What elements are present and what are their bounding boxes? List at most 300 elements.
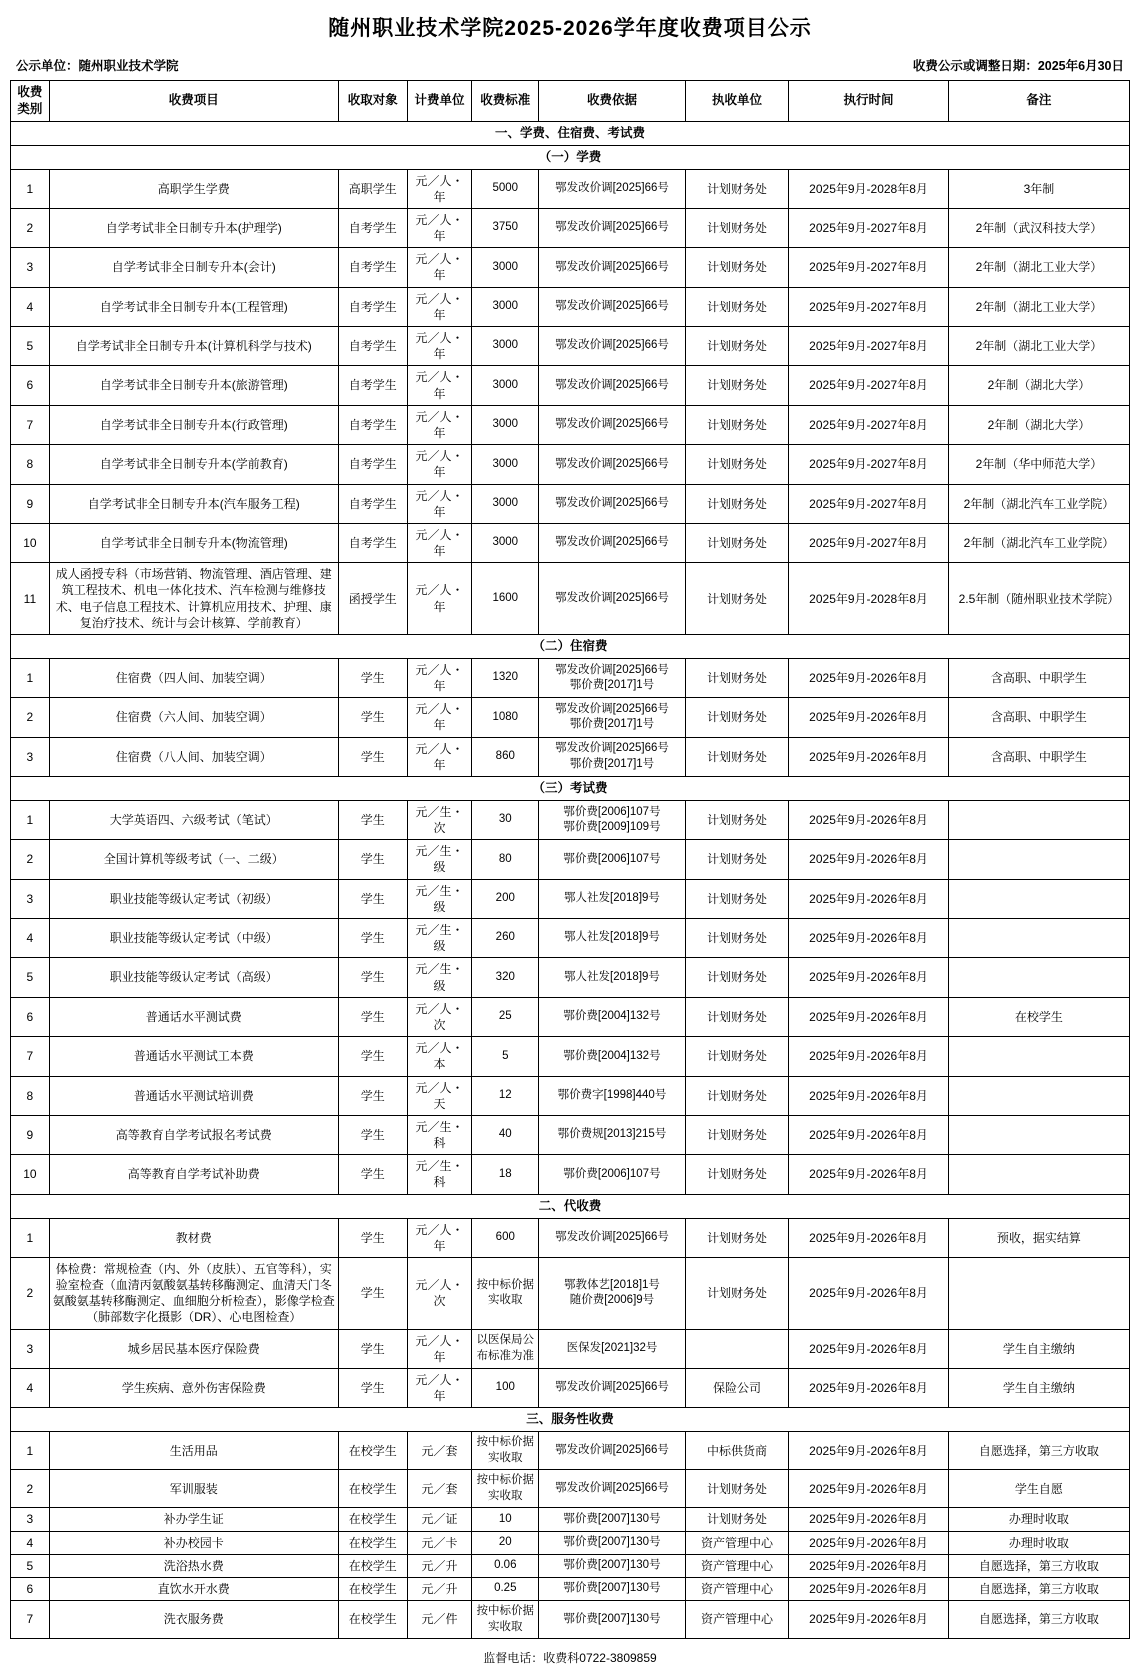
- cell-3: 元／人・本: [407, 1037, 472, 1076]
- cell-5: 鄂价费[2006]107号: [539, 1155, 686, 1194]
- cell-6: 资产管理中心: [685, 1577, 788, 1600]
- table-row: [11, 698, 1130, 737]
- cell-8: 学生自主缴纳: [948, 1329, 1129, 1368]
- cell-6: 计划财务处: [685, 366, 788, 405]
- cell-3: 元／生・科: [407, 1115, 472, 1154]
- cell-0: 4: [11, 287, 50, 326]
- cell-3: 元／件: [407, 1601, 472, 1639]
- section-title: （一）学费: [11, 145, 1130, 169]
- cell-6: 计划财务处: [685, 523, 788, 562]
- cell-item-name: 自学考试非全日制专升本(汽车服务工程): [49, 484, 338, 523]
- cell-item-name: 高等教育自学考试报名考试费: [49, 1115, 338, 1154]
- table-row: [11, 1369, 1130, 1408]
- cell-8: 2.5年制（随州职业技术学院）: [948, 563, 1129, 635]
- cell-8: [948, 1076, 1129, 1115]
- cell-5: 鄂发改价调[2025]66号: [539, 445, 686, 484]
- cell-5: 鄂人社发[2018]9号: [539, 919, 686, 958]
- cell-6: 计划财务处: [685, 840, 788, 879]
- cell-5: 鄂价费[2007]130号: [539, 1531, 686, 1554]
- cell-8: [948, 1257, 1129, 1329]
- table-row: [11, 1037, 1130, 1076]
- table-row: [11, 1531, 1130, 1554]
- cell-5: 鄂发改价调[2025]66号: [539, 484, 686, 523]
- cell-3: 元／人・年: [407, 1218, 472, 1257]
- cell-item-name: 自学考试非全日制专升本(行政管理): [49, 405, 338, 444]
- cell-item-name: 城乡居民基本医疗保险费: [49, 1329, 338, 1368]
- cell-7: 2025年9月-2026年8月: [789, 1115, 949, 1154]
- cell-2: 学生: [338, 919, 407, 958]
- cell-item-name: 住宿费（八人间、加装空调）: [49, 737, 338, 776]
- cell-6: 计划财务处: [685, 919, 788, 958]
- cell-3: 元／证: [407, 1508, 472, 1531]
- cell-6: 计划财务处: [685, 445, 788, 484]
- table-header-row: [11, 81, 1130, 122]
- cell-3: 元／升: [407, 1577, 472, 1600]
- cell-8: 2年制（湖北大学）: [948, 366, 1129, 405]
- cell-2: 自考学生: [338, 484, 407, 523]
- cell-3: 元／生・科: [407, 1155, 472, 1194]
- cell-7: 2025年9月-2026年8月: [789, 1037, 949, 1076]
- cell-2: 自考学生: [338, 248, 407, 287]
- cell-2: 高职学生: [338, 169, 407, 208]
- cell-7: 2025年9月-2026年8月: [789, 1531, 949, 1554]
- cell-8: 自愿选择，第三方收取: [948, 1601, 1129, 1639]
- cell-0: 4: [11, 919, 50, 958]
- cell-item-name: 军训服装: [49, 1470, 338, 1508]
- cell-3: 元／人・年: [407, 563, 472, 635]
- cell-5: 鄂价费[2007]130号: [539, 1508, 686, 1531]
- table-row: [11, 1554, 1130, 1577]
- cell-5: 鄂人社发[2018]9号: [539, 879, 686, 918]
- cell-8: 2年制（湖北工业大学）: [948, 327, 1129, 366]
- cell-5: 鄂发改价调[2025]66号: [539, 327, 686, 366]
- cell-5: 鄂发改价调[2025]66号: [539, 366, 686, 405]
- cell-0: 3: [11, 1508, 50, 1531]
- cell-item-name: 自学考试非全日制专升本(会计): [49, 248, 338, 287]
- column-header-0: 收费类别: [11, 81, 50, 122]
- table-row: [11, 840, 1130, 879]
- cell-4: 3000: [472, 405, 539, 444]
- cell-7: 2025年9月-2026年8月: [789, 1369, 949, 1408]
- section-header-row: [11, 1194, 1130, 1218]
- cell-6: 计划财务处: [685, 737, 788, 776]
- cell-item-name: 住宿费（六人间、加装空调）: [49, 698, 338, 737]
- cell-2: 学生: [338, 1115, 407, 1154]
- column-header-3: 计费单位: [407, 81, 472, 122]
- cell-6: 计划财务处: [685, 1115, 788, 1154]
- cell-7: 2025年9月-2026年8月: [789, 737, 949, 776]
- table-row: [11, 523, 1130, 562]
- table-row: [11, 958, 1130, 997]
- cell-7: 2025年9月-2026年8月: [789, 658, 949, 697]
- cell-2: 自考学生: [338, 366, 407, 405]
- cell-4: 3000: [472, 287, 539, 326]
- subsection-header-row: [11, 635, 1130, 659]
- cell-5: 鄂价费[2007]130号: [539, 1601, 686, 1639]
- table-body: [11, 121, 1130, 1638]
- cell-2: 自考学生: [338, 327, 407, 366]
- table-row: [11, 1155, 1130, 1194]
- cell-4: 25: [472, 997, 539, 1036]
- cell-item-name: 自学考试非全日制专升本(工程管理): [49, 287, 338, 326]
- cell-5: 鄂价费规[2013]215号: [539, 1115, 686, 1154]
- cell-5: 鄂价费字[1998]440号: [539, 1076, 686, 1115]
- cell-5: 鄂发改价调[2025]66号: [539, 523, 686, 562]
- cell-4: 200: [472, 879, 539, 918]
- cell-0: 1: [11, 800, 50, 839]
- cell-7: 2025年9月-2026年8月: [789, 1076, 949, 1115]
- cell-4: 1080: [472, 698, 539, 737]
- cell-2: 学生: [338, 1218, 407, 1257]
- cell-3: 元／升: [407, 1554, 472, 1577]
- cell-5: 鄂发改价调[2025]66号: [539, 248, 686, 287]
- cell-0: 1: [11, 658, 50, 697]
- cell-item-name: 补办校园卡: [49, 1531, 338, 1554]
- table-row: [11, 563, 1130, 635]
- cell-0: 3: [11, 248, 50, 287]
- cell-0: 11: [11, 563, 50, 635]
- cell-2: 自考学生: [338, 287, 407, 326]
- cell-0: 10: [11, 523, 50, 562]
- cell-7: 2025年9月-2027年8月: [789, 248, 949, 287]
- column-header-8: 备注: [948, 81, 1129, 122]
- cell-item-name: 自学考试非全日制专升本(护理学): [49, 208, 338, 247]
- cell-5: 鄂发改价调[2025]66号 鄂价费[2017]1号: [539, 737, 686, 776]
- table-row: [11, 997, 1130, 1036]
- cell-3: 元／生・级: [407, 840, 472, 879]
- cell-8: 预收，据实结算: [948, 1218, 1129, 1257]
- cell-7: 2025年9月-2026年8月: [789, 1554, 949, 1577]
- cell-8: 学生自主缴纳: [948, 1369, 1129, 1408]
- cell-2: 函授学生: [338, 563, 407, 635]
- cell-8: [948, 1115, 1129, 1154]
- cell-2: 在校学生: [338, 1554, 407, 1577]
- table-row: [11, 800, 1130, 839]
- cell-2: 自考学生: [338, 208, 407, 247]
- cell-4: 按中标价据实收取: [472, 1432, 539, 1470]
- cell-item-name: 洗衣服务费: [49, 1601, 338, 1639]
- column-header-1: 收费项目: [49, 81, 338, 122]
- cell-5: 鄂发改价调[2025]66号 鄂价费[2017]1号: [539, 698, 686, 737]
- cell-3: 元／人・年: [407, 169, 472, 208]
- cell-0: 6: [11, 997, 50, 1036]
- publisher-label: 公示单位：随州职业技术学院: [16, 59, 179, 73]
- cell-8: 自愿选择，第三方收取: [948, 1577, 1129, 1600]
- cell-4: 0.25: [472, 1577, 539, 1600]
- table-row: [11, 327, 1130, 366]
- cell-8: 2年制（湖北工业大学）: [948, 248, 1129, 287]
- cell-6: 计划财务处: [685, 658, 788, 697]
- table-row: [11, 658, 1130, 697]
- publish-date-label: 收费公示或调整日期：2025年6月30日: [912, 59, 1124, 73]
- cell-3: 元／人・天: [407, 1076, 472, 1115]
- cell-0: 7: [11, 1601, 50, 1639]
- cell-4: 40: [472, 1115, 539, 1154]
- cell-0: 2: [11, 208, 50, 247]
- cell-item-name: 学生疾病、意外伤害保险费: [49, 1369, 338, 1408]
- table-row: [11, 737, 1130, 776]
- cell-0: 8: [11, 1076, 50, 1115]
- cell-4: 按中标价据实收取: [472, 1257, 539, 1329]
- cell-8: [948, 879, 1129, 918]
- cell-5: 鄂教体艺[2018]1号 随价费[2006]9号: [539, 1257, 686, 1329]
- cell-7: 2025年9月-2028年8月: [789, 169, 949, 208]
- table-row: [11, 1257, 1130, 1329]
- cell-8: [948, 919, 1129, 958]
- cell-item-name: 生活用品: [49, 1432, 338, 1470]
- cell-item-name: 自学考试非全日制专升本(学前教育): [49, 445, 338, 484]
- table-row: [11, 879, 1130, 918]
- table-row: [11, 287, 1130, 326]
- cell-2: 自考学生: [338, 523, 407, 562]
- cell-8: 2年制（湖北汽车工业学院）: [948, 484, 1129, 523]
- cell-0: 5: [11, 327, 50, 366]
- table-row: [11, 208, 1130, 247]
- table-row: [11, 405, 1130, 444]
- cell-3: 元／套: [407, 1432, 472, 1470]
- cell-2: 自考学生: [338, 405, 407, 444]
- cell-item-name: 职业技能等级认定考试（初级）: [49, 879, 338, 918]
- cell-5: 鄂价费[2007]130号: [539, 1554, 686, 1577]
- cell-6: 计划财务处: [685, 1037, 788, 1076]
- cell-item-name: 洗浴热水费: [49, 1554, 338, 1577]
- cell-2: 学生: [338, 698, 407, 737]
- cell-3: 元／人・年: [407, 366, 472, 405]
- cell-7: 2025年9月-2026年8月: [789, 840, 949, 879]
- table-row: [11, 1329, 1130, 1368]
- cell-8: 含高职、中职学生: [948, 698, 1129, 737]
- document-meta: [10, 52, 1130, 80]
- cell-8: 2年制（湖北汽车工业学院）: [948, 523, 1129, 562]
- supervision-phone: 监督电话：收费科0722-3809859: [483, 1651, 657, 1666]
- section-title: 二、代收费: [11, 1194, 1130, 1218]
- column-header-2: 收取对象: [338, 81, 407, 122]
- cell-5: 鄂发改价调[2025]66号: [539, 1218, 686, 1257]
- cell-7: 2025年9月-2028年8月: [789, 563, 949, 635]
- cell-3: 元／人・年: [407, 698, 472, 737]
- cell-5: 鄂发改价调[2025]66号: [539, 563, 686, 635]
- cell-3: 元／人・年: [407, 287, 472, 326]
- cell-4: 3750: [472, 208, 539, 247]
- column-header-4: 收费标准: [472, 81, 539, 122]
- cell-7: 2025年9月-2027年8月: [789, 405, 949, 444]
- cell-4: 5: [472, 1037, 539, 1076]
- cell-0: 9: [11, 484, 50, 523]
- cell-7: 2025年9月-2026年8月: [789, 1155, 949, 1194]
- cell-8: 学生自愿: [948, 1470, 1129, 1508]
- cell-7: 2025年9月-2026年8月: [789, 997, 949, 1036]
- cell-2: 学生: [338, 879, 407, 918]
- table-header: [11, 81, 1130, 122]
- cell-2: 学生: [338, 1155, 407, 1194]
- cell-8: [948, 1037, 1129, 1076]
- cell-item-name: 住宿费（四人间、加装空调）: [49, 658, 338, 697]
- cell-4: 18: [472, 1155, 539, 1194]
- cell-6: 计划财务处: [685, 1470, 788, 1508]
- cell-item-name: 成人函授专科（市场营销、物流管理、酒店管理、建筑工程技术、机电一体化技术、汽车检测与维修技术、电子信息工程技术、计算机应用技术、护理、康复治疗技术、统计与会计核算、学前教育）: [49, 563, 338, 635]
- cell-8: 含高职、中职学生: [948, 737, 1129, 776]
- cell-5: 鄂发改价调[2025]66号: [539, 169, 686, 208]
- cell-8: 3年制: [948, 169, 1129, 208]
- cell-8: 自愿选择，第三方收取: [948, 1554, 1129, 1577]
- cell-0: 1: [11, 1218, 50, 1257]
- cell-3: 元／人・年: [407, 208, 472, 247]
- cell-4: 10: [472, 1508, 539, 1531]
- cell-7: 2025年9月-2027年8月: [789, 484, 949, 523]
- cell-4: 5000: [472, 169, 539, 208]
- cell-item-name: 大学英语四、六级考试（笔试）: [49, 800, 338, 839]
- table-row: [11, 248, 1130, 287]
- cell-4: 80: [472, 840, 539, 879]
- table-row: [11, 1076, 1130, 1115]
- cell-7: 2025年9月-2026年8月: [789, 1601, 949, 1639]
- cell-2: 学生: [338, 1037, 407, 1076]
- cell-5: 鄂价费[2007]130号: [539, 1577, 686, 1600]
- cell-3: 元／人・次: [407, 997, 472, 1036]
- cell-item-name: 普通话水平测试培训费: [49, 1076, 338, 1115]
- table-row: [11, 1601, 1130, 1639]
- cell-6: 计划财务处: [685, 484, 788, 523]
- cell-4: 320: [472, 958, 539, 997]
- cell-8: 含高职、中职学生: [948, 658, 1129, 697]
- cell-0: 7: [11, 405, 50, 444]
- cell-2: 在校学生: [338, 1470, 407, 1508]
- table-row: [11, 919, 1130, 958]
- cell-6: 计划财务处: [685, 287, 788, 326]
- cell-7: 2025年9月-2026年8月: [789, 1257, 949, 1329]
- cell-0: 7: [11, 1037, 50, 1076]
- cell-3: 元／人・年: [407, 737, 472, 776]
- cell-6: 计划财务处: [685, 1155, 788, 1194]
- cell-3: 元／生・级: [407, 919, 472, 958]
- cell-5: 鄂发改价调[2025]66号 鄂价费[2017]1号: [539, 658, 686, 697]
- cell-4: 30: [472, 800, 539, 839]
- cell-2: 学生: [338, 840, 407, 879]
- cell-2: 学生: [338, 1257, 407, 1329]
- cell-7: 2025年9月-2027年8月: [789, 523, 949, 562]
- cell-0: 10: [11, 1155, 50, 1194]
- cell-5: 鄂价费[2004]132号: [539, 1037, 686, 1076]
- cell-3: 元／人・年: [407, 1329, 472, 1368]
- cell-0: 1: [11, 169, 50, 208]
- cell-3: 元／生・级: [407, 879, 472, 918]
- cell-4: 1600: [472, 563, 539, 635]
- cell-4: 0.06: [472, 1554, 539, 1577]
- cell-2: 学生: [338, 737, 407, 776]
- cell-item-name: 补办学生证: [49, 1508, 338, 1531]
- cell-5: 鄂发改价调[2025]66号: [539, 1470, 686, 1508]
- cell-6: 计划财务处: [685, 1508, 788, 1531]
- cell-2: 在校学生: [338, 1508, 407, 1531]
- cell-0: 8: [11, 445, 50, 484]
- cell-7: 2025年9月-2026年8月: [789, 1577, 949, 1600]
- cell-4: 100: [472, 1369, 539, 1408]
- cell-2: 学生: [338, 958, 407, 997]
- cell-3: 元／人・年: [407, 405, 472, 444]
- cell-7: 2025年9月-2027年8月: [789, 445, 949, 484]
- section-title: 三、服务性收费: [11, 1408, 1130, 1432]
- cell-8: 2年制（武汉科技大学）: [948, 208, 1129, 247]
- cell-item-name: 职业技能等级认定考试（中级）: [49, 919, 338, 958]
- cell-6: 计划财务处: [685, 405, 788, 444]
- cell-3: 元／人・年: [407, 1369, 472, 1408]
- cell-6: 计划财务处: [685, 997, 788, 1036]
- cell-2: 学生: [338, 658, 407, 697]
- cell-2: 学生: [338, 1329, 407, 1368]
- cell-6: 计划财务处: [685, 248, 788, 287]
- cell-0: 1: [11, 1432, 50, 1470]
- section-header-row: [11, 121, 1130, 145]
- cell-2: 在校学生: [338, 1531, 407, 1554]
- cell-0: 6: [11, 366, 50, 405]
- table-row: [11, 366, 1130, 405]
- cell-8: 在校学生: [948, 997, 1129, 1036]
- cell-item-name: 高职学生学费: [49, 169, 338, 208]
- cell-7: 2025年9月-2026年8月: [789, 879, 949, 918]
- cell-5: 鄂发改价调[2025]66号: [539, 1369, 686, 1408]
- cell-8: [948, 1155, 1129, 1194]
- section-header-row: [11, 1408, 1130, 1432]
- cell-6: 资产管理中心: [685, 1601, 788, 1639]
- cell-2: 在校学生: [338, 1432, 407, 1470]
- cell-8: [948, 800, 1129, 839]
- cell-4: 3000: [472, 248, 539, 287]
- cell-0: 6: [11, 1577, 50, 1600]
- cell-6: 计划财务处: [685, 800, 788, 839]
- cell-7: 2025年9月-2027年8月: [789, 287, 949, 326]
- cell-0: 4: [11, 1369, 50, 1408]
- cell-8: 2年制（湖北工业大学）: [948, 287, 1129, 326]
- cell-7: 2025年9月-2026年8月: [789, 1329, 949, 1368]
- cell-5: 鄂发改价调[2025]66号: [539, 1432, 686, 1470]
- cell-item-name: 普通话水平测试工本费: [49, 1037, 338, 1076]
- cell-0: 2: [11, 698, 50, 737]
- cell-item-name: 职业技能等级认定考试（高级）: [49, 958, 338, 997]
- cell-3: 元／人・年: [407, 327, 472, 366]
- cell-2: 自考学生: [338, 445, 407, 484]
- table-row: [11, 484, 1130, 523]
- cell-6: 计划财务处: [685, 1218, 788, 1257]
- cell-0: 5: [11, 958, 50, 997]
- cell-4: 按中标价据实收取: [472, 1470, 539, 1508]
- cell-item-name: 体检费：常规检查（内、外（皮肤）、五官等科），实验室检查（血清丙氨酸氨基转移酶测定、血清天门冬氨酸氨基转移酶测定、血细胞分析检查），影像学检查（肺部数字化摄影（DR）、心电图检查）: [49, 1257, 338, 1329]
- cell-7: 2025年9月-2027年8月: [789, 208, 949, 247]
- cell-0: 9: [11, 1115, 50, 1154]
- table-row: [11, 1432, 1130, 1470]
- table-row: [11, 1470, 1130, 1508]
- cell-2: 在校学生: [338, 1577, 407, 1600]
- cell-2: 学生: [338, 1076, 407, 1115]
- cell-3: 元／生・级: [407, 958, 472, 997]
- cell-6: 计划财务处: [685, 563, 788, 635]
- cell-5: 鄂价费[2006]107号: [539, 840, 686, 879]
- cell-6: 保险公司: [685, 1369, 788, 1408]
- cell-4: 860: [472, 737, 539, 776]
- cell-5: 鄂发改价调[2025]66号: [539, 208, 686, 247]
- cell-item-name: 全国计算机等级考试（一、二级）: [49, 840, 338, 879]
- cell-4: 3000: [472, 445, 539, 484]
- cell-item-name: 自学考试非全日制专升本(物流管理): [49, 523, 338, 562]
- cell-4: 3000: [472, 484, 539, 523]
- section-title: （二）住宿费: [11, 635, 1130, 659]
- cell-7: 2025年9月-2026年8月: [789, 919, 949, 958]
- cell-5: 鄂人社发[2018]9号: [539, 958, 686, 997]
- cell-6: 计划财务处: [685, 208, 788, 247]
- cell-7: 2025年9月-2026年8月: [789, 1508, 949, 1531]
- cell-3: 元／人・年: [407, 248, 472, 287]
- cell-3: 元／人・次: [407, 1257, 472, 1329]
- cell-item-name: 高等教育自学考试补助费: [49, 1155, 338, 1194]
